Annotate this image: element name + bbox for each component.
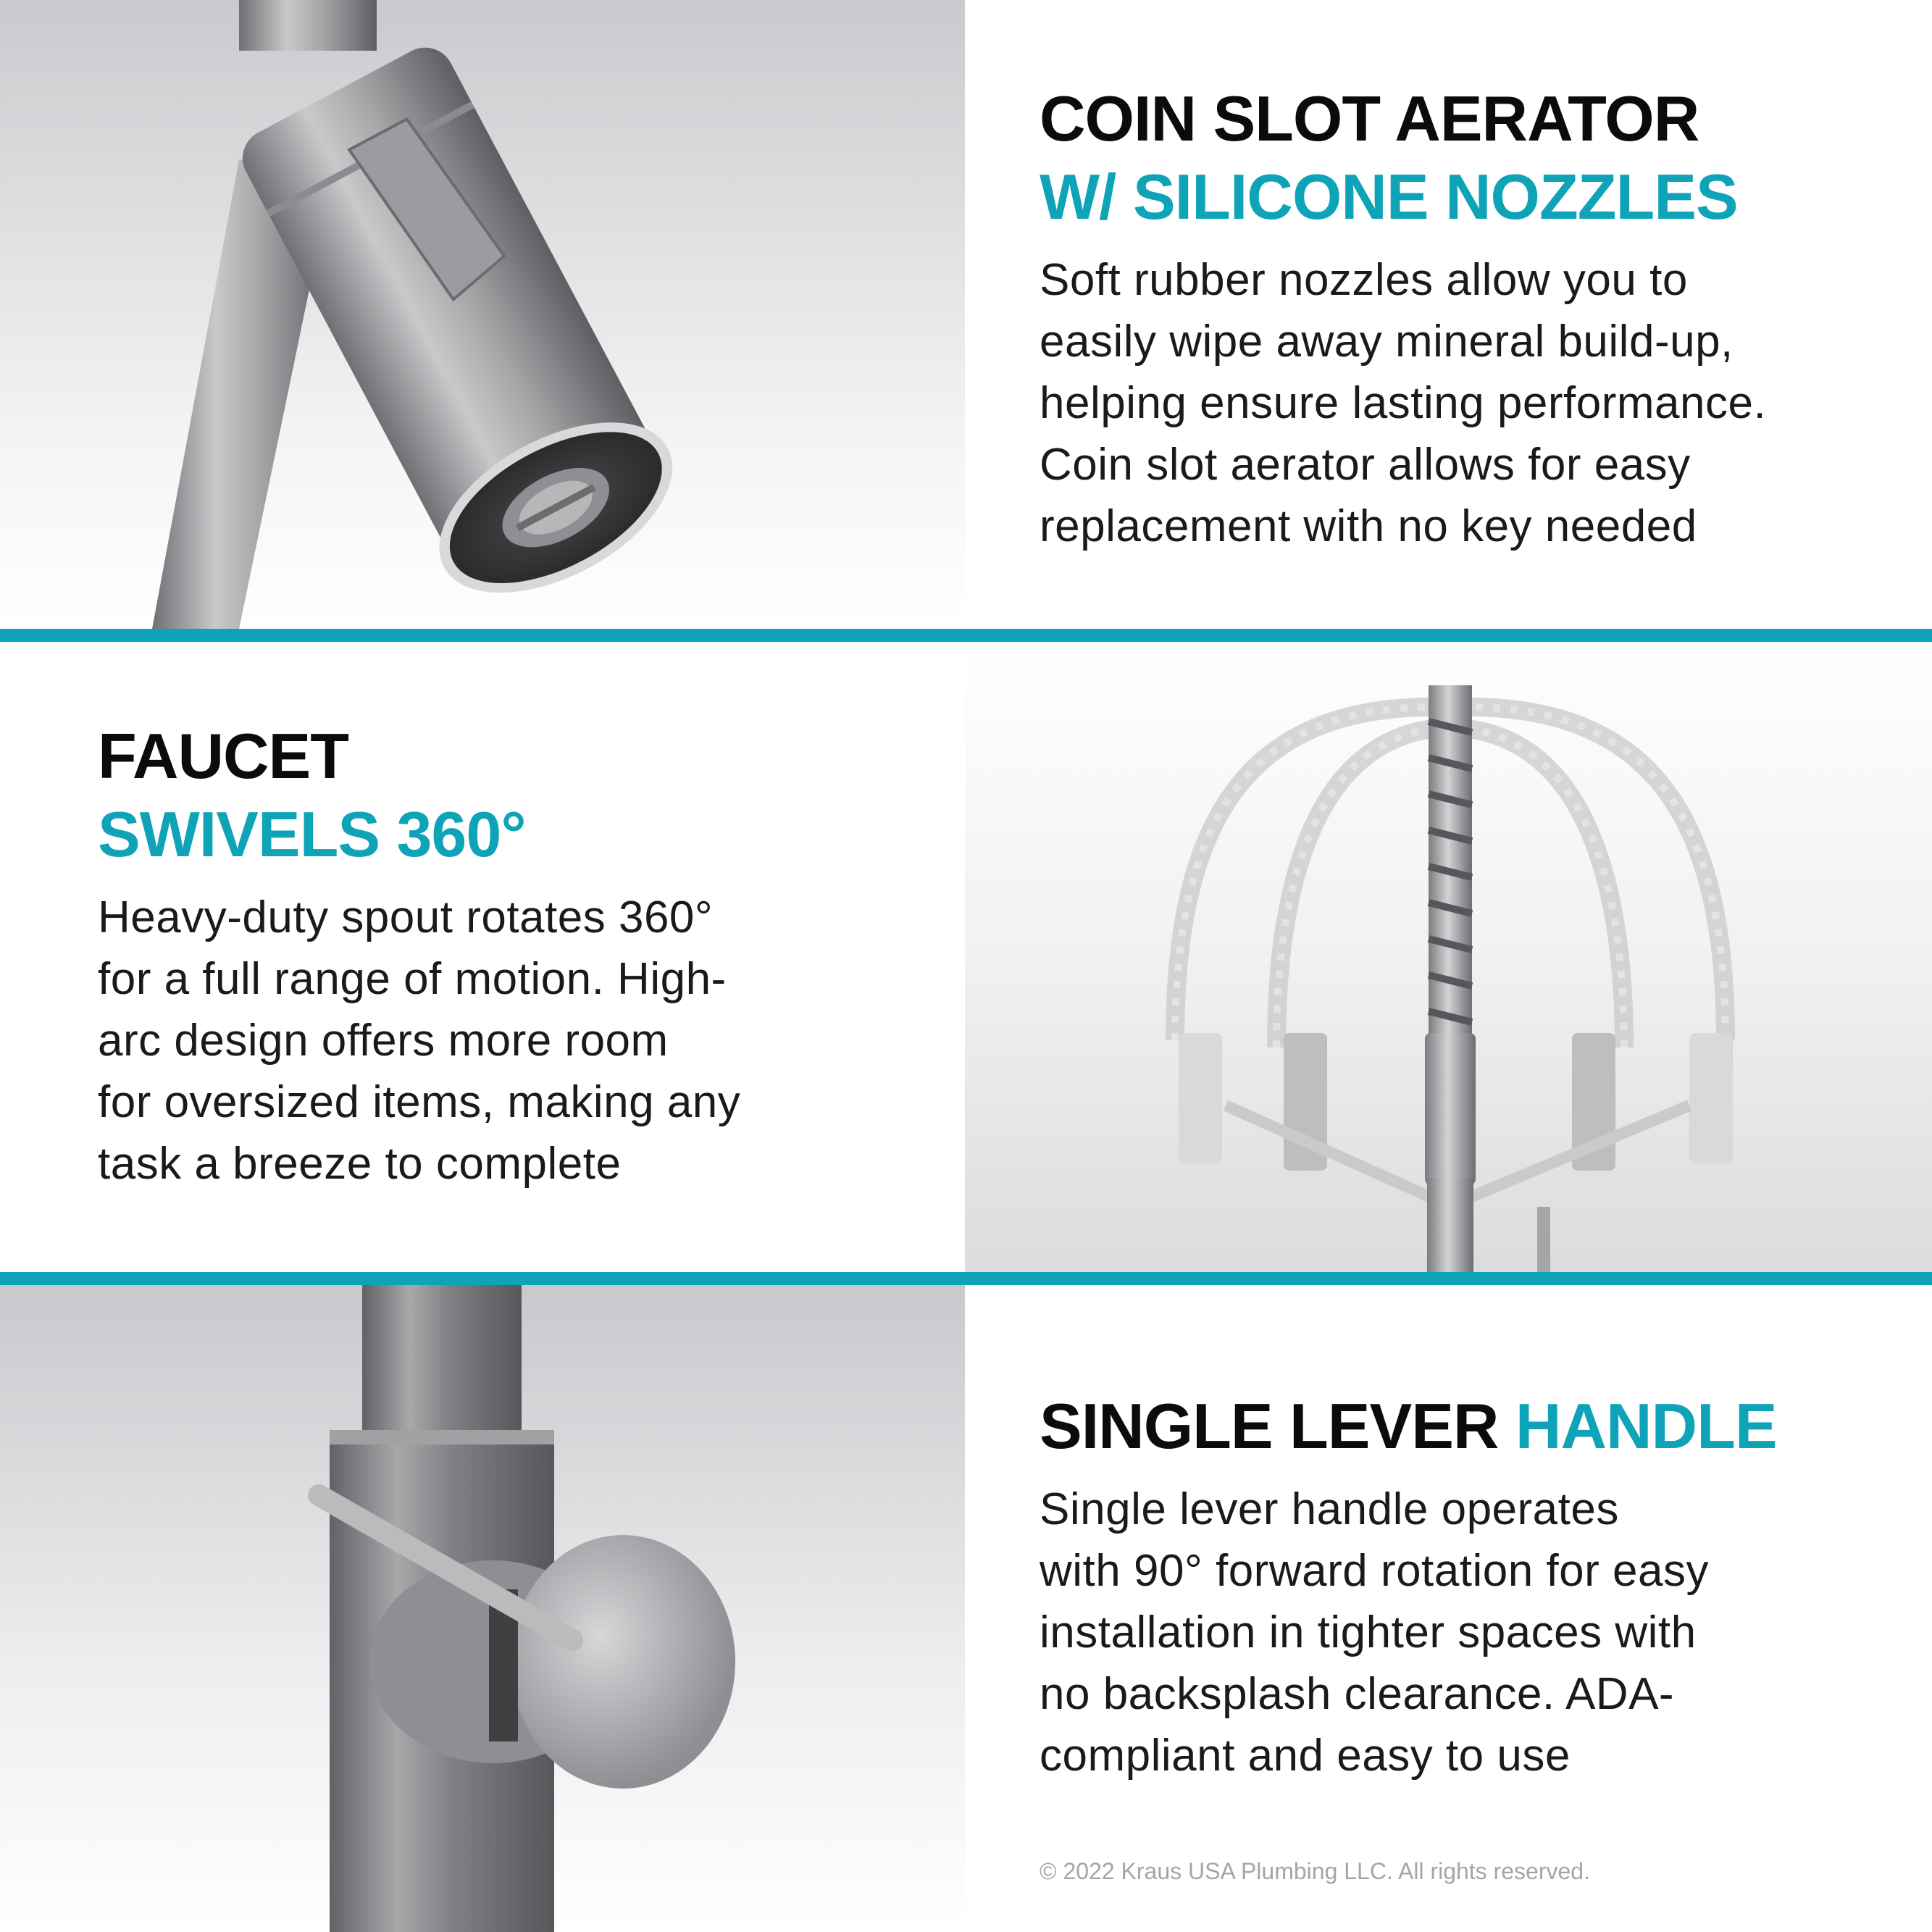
swivel-description bbox=[98, 887, 931, 1195]
aerator-description-line: easily wipe away mineral build-up, bbox=[1040, 317, 1734, 367]
swivel-heading-line1: FAUCET bbox=[98, 720, 348, 792]
lever-heading-part1: SINGLE LEVER bbox=[1040, 1390, 1515, 1462]
aerator-description-line: replacement with no key needed bbox=[1040, 501, 1697, 551]
swivel-description-line: for oversized items, making any bbox=[98, 1077, 741, 1127]
swivel-heading bbox=[98, 717, 931, 874]
swivel-text bbox=[98, 717, 931, 1195]
lever-photo bbox=[0, 1285, 965, 1932]
copyright-notice: © 2022 Kraus USA Plumbing LLC. All rights reserved. bbox=[1040, 1858, 1590, 1884]
lever-description-line: no backsplash clearance. ADA- bbox=[1040, 1669, 1675, 1719]
swivel-photo bbox=[965, 642, 1932, 1272]
swivel-description-line: task a breeze to complete bbox=[98, 1139, 622, 1189]
swivel-description-line: arc design offers more room bbox=[98, 1016, 669, 1066]
swivel-description-line: for a full range of motion. High- bbox=[98, 954, 727, 1004]
section-divider-bottom bbox=[0, 1272, 1932, 1285]
swivel-description-line: Heavy-duty spout rotates 360° bbox=[98, 892, 714, 942]
aerator-description-line: Coin slot aerator allows for easy bbox=[1040, 440, 1691, 490]
lever-text bbox=[1040, 1387, 1902, 1786]
aerator-heading-line2: W/ SILICONE NOZZLES bbox=[1040, 161, 1738, 233]
single-lever-handle-photo-icon bbox=[0, 1285, 965, 1932]
lever-description-line: installation in tighter spaces with bbox=[1040, 1607, 1697, 1657]
aerator-text bbox=[1040, 80, 1894, 557]
lever-description-line: Single lever handle operates bbox=[1040, 1484, 1619, 1534]
faucet-swivel-positions-photo-icon bbox=[965, 642, 1932, 1272]
lever-heading bbox=[1040, 1387, 1902, 1465]
lever-description-line: with 90° forward rotation for easy bbox=[1040, 1546, 1709, 1596]
swivel-heading-line2: SWIVELS 360° bbox=[98, 798, 526, 870]
aerator-heading bbox=[1040, 80, 1894, 236]
section-divider-top bbox=[0, 629, 1932, 642]
aerator-heading-line1: COIN SLOT AERATOR bbox=[1040, 83, 1699, 154]
lever-description-line: compliant and easy to use bbox=[1040, 1731, 1571, 1781]
aerator-description-line: helping ensure lasting performance. bbox=[1040, 378, 1767, 428]
lever-heading-part2: HANDLE bbox=[1515, 1390, 1777, 1462]
sprayer-head-aerator-photo-icon bbox=[0, 0, 965, 629]
aerator-photo bbox=[0, 0, 965, 629]
aerator-description-line: Soft rubber nozzles allow you to bbox=[1040, 255, 1688, 305]
lever-description bbox=[1040, 1479, 1902, 1786]
aerator-description bbox=[1040, 249, 1894, 557]
